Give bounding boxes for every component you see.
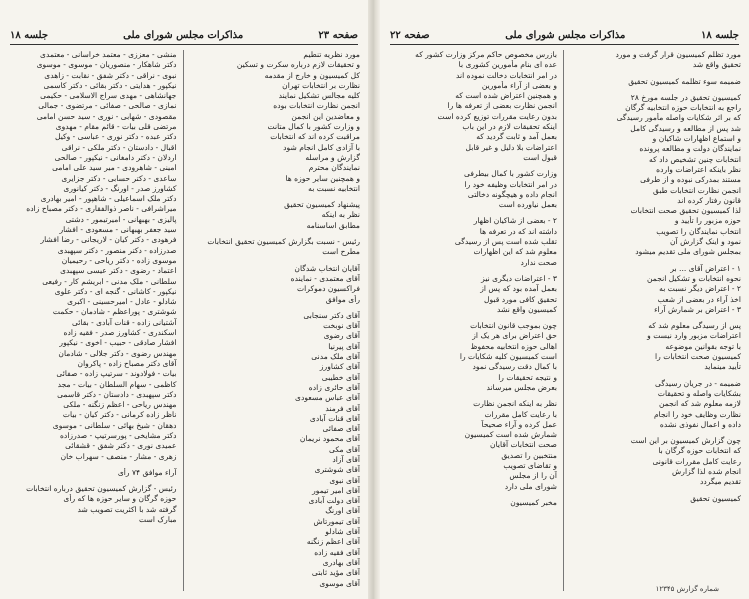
left-session-number: جلسه ۱۸ (10, 29, 49, 41)
text-line: با توجه بقوانین موضوعه (665, 341, 741, 351)
text-line: کل کمیسیون و خارج از مقدمه (264, 70, 360, 80)
right-page-columns (388, 50, 741, 591)
text-line: دکتر مشایخی - پورسرتیپ - صدرزاده (59, 430, 177, 440)
text-line: دکتر شاهکار - منصوریان - موسوی - موسوی (36, 60, 177, 70)
text-line: انجام داده و هیچگونه دخالتی (467, 189, 557, 199)
text-line: بعرض مجلس میرساند (486, 382, 557, 392)
text-line: داشته اند که در تعرفه ها (479, 226, 557, 236)
text-line: نظر به اینکه انجمن نظارت (473, 399, 557, 409)
text-line: آقای اعظم زنگنه (306, 537, 360, 547)
left-page (0, 0, 368, 599)
text-line: و استماع اظهارات شاکیان و (652, 134, 741, 144)
text-line: معلوم شد که این اظهارات (473, 247, 557, 257)
text-line: ضمیمه - در جریان رسیدگی (654, 378, 741, 388)
right-page-title: مذاکرات مجلس شورای ملی (505, 29, 626, 41)
text-line: تحقیق کافی مورد قبول (483, 294, 557, 304)
text-line: نحوه انتخابات و تشکیل انجمن (647, 273, 741, 283)
text-line: آقای پیرنیا (328, 341, 360, 351)
text-line: فرهودی - دکتر کیان - لاریجانی - رضا افشار (40, 235, 177, 245)
text-line: آراء موافق ۷۴ رأی (117, 467, 177, 477)
text-line: نمود و اینک گزارش آن (670, 237, 741, 247)
text-line: ساعدی - دکتر حسابی - دکتر جزایری (61, 173, 177, 183)
text-line: و همچنین اعتراض شده است که (455, 91, 557, 101)
text-line: آقای مکی (328, 444, 360, 454)
text-line: آقای دولت آبادی (308, 496, 360, 506)
text-line: منشی - معززی - معتمد خراسانی - معتمدی (40, 50, 177, 59)
text-line: اردلان - دکتر دامغانی - نیکپور - صالحی (54, 152, 177, 162)
text-line: نظارت وظایف خود را انجام (653, 409, 741, 419)
text-line: شمارش شده است کمیسیون (464, 430, 557, 440)
text-line: آقای صفائی (322, 424, 360, 434)
text-line: لازمه معلوم شد که انجمن (659, 399, 741, 409)
text-line: ۱ - اعتراض آقای ... بر (670, 263, 741, 273)
text-line: و وزارت کشور با کمال متانت (267, 122, 360, 132)
text-line: مهندس ریاحی - اعظم زنگنه - ملکی (63, 400, 177, 410)
text-line: و همچنین سایر حوزه ها (285, 173, 360, 183)
text-line: پالیزی - بهبهانی - امیرتیمور - دشتی (65, 214, 177, 224)
text-line: مطابق اساسنامه (306, 220, 360, 230)
text-line: آقای اورنگ (325, 506, 360, 516)
text-line: است کمیسیون کلیه شکایات را (459, 352, 557, 362)
text-line: ۲ - اعتراض دیگر نسبت به (659, 284, 741, 294)
text-line: مطرح است (322, 247, 360, 257)
text-line: مخبر کمیسیون (510, 497, 557, 507)
left-page-columns (8, 50, 360, 591)
text-line: و بعضی از آراء مأمورین (481, 80, 557, 90)
text-line: صحت انتخابات آقایان (490, 440, 557, 450)
text-line: نیکپور - کاشانی - گنجه ای - دکتر علوی (54, 286, 177, 296)
text-line: مراقبت کرده اند که انتخابات (270, 132, 360, 142)
text-line: نمازی - صالحی - صفائی - مرتضوی - جمالی (38, 101, 177, 111)
text-line: انتخاب نمایندگان را تصویب (656, 226, 741, 236)
text-line: انتخابات چنین تشخیص داد که (649, 154, 741, 164)
text-line: تأیید مینماید (704, 362, 741, 372)
text-line: عده ای بنام مأمورین کشوری با (458, 60, 557, 70)
text-line: آقای فقیه زاده (314, 547, 360, 557)
left-page-right-column (192, 50, 361, 591)
text-line: گزارش و مراسله (305, 152, 360, 162)
text-line: بشکایات واصله و تحقیقات (657, 388, 741, 398)
text-line: که بر اثر شکایات واصله مأمور رسیدگی (616, 113, 741, 123)
text-line: آقای شوشتری (314, 465, 360, 475)
text-line: سید جعفر بهبهانی - مسعودی - افشار (59, 225, 177, 235)
text-line: انجام شده لذا گزارش (672, 466, 741, 476)
text-line: لذا کمیسیون تحقیق صحت انتخابات (630, 206, 741, 216)
text-line: شوشتری - پوراعظم - شادمان - حکمت (52, 307, 177, 317)
text-line: انجمن نظارت انتخابات بوده (273, 101, 360, 111)
text-line: دکتر ملک اسماعیلی - شاهپور - امیر بهادری (40, 194, 177, 204)
text-line: اقبال - دادستان - دکتر ملکی - نراقی (61, 142, 177, 152)
text-line: آقای محمود نریمان (299, 434, 360, 444)
text-line: شادلو - عادل - امیرحسینی - اکبری (67, 297, 177, 307)
text-line: گرفته شد با اکثریت تصویب شد (77, 504, 177, 514)
text-line: نظارت بر انتخابات تهران (282, 80, 360, 90)
right-page-header (390, 26, 739, 45)
text-line: نیکپور - هدایتی - دکتر بقائی - دکتر کاسمی (43, 80, 177, 90)
text-line: پیشنهاد کمیسیون تحقیق (284, 200, 360, 210)
text-line: آقایان انتخاب شدگان (294, 263, 360, 273)
text-line: در امر انتخابات وظیفه خود را (464, 179, 557, 189)
text-line: که انتخابات حوزه گرگان با (658, 446, 741, 456)
text-line: آقای نبوی (329, 475, 360, 485)
text-line: کلیه مجالس تشکیل نمایند (278, 91, 360, 101)
text-line: بازرس مخصوص حاکم مرکز وزارت کشور که (415, 50, 557, 59)
text-line: انجمن نظارت بعضی از تعرفه ها را (447, 101, 557, 111)
text-line: اسکندری - کشاورز صدر - فقیه زاده (63, 328, 177, 338)
text-line: آقای عباس مسعودی (295, 393, 360, 403)
text-line: آقای بهادری (322, 557, 360, 567)
text-line: صدرزاده - دکتر منصور - دکتر سپهبدی (57, 245, 177, 255)
report-number: شماره گزارش ۱۲۳۴۵ (655, 585, 719, 593)
text-line: عمیدی نوری - دکتر شفق - قشقائی (65, 441, 177, 451)
text-line: و معاضدین این انجمن (291, 111, 360, 121)
right-page-left-column (388, 50, 564, 591)
text-line: نمایندگان دولت و مطالعه پرونده (639, 144, 741, 154)
text-line: و تحقیقات لازم درباره سکرت و تسکین (236, 60, 360, 70)
text-line: مورد تظلم کمیسیون قرار گرفت و مورد (615, 50, 741, 59)
text-line: کمیسیون صحت انتخابات را (655, 352, 741, 362)
text-line: آقای معتمدی - نماینده (290, 273, 360, 283)
text-line: با کمال دقت رسیدگی نمود (472, 362, 557, 372)
text-line: منتخبین را تصدیق (501, 450, 557, 460)
text-line: رئیس - گزارش کمیسیون تحقیق درباره انتخابات (26, 484, 177, 494)
text-line: رئیس - نسبت بگزارش کمیسیون تحقیق انتخابات (207, 237, 360, 247)
text-line: آشتیانی زاده - قنات آبادی - بقائی (71, 317, 177, 327)
text-line: آقای نوبخت (323, 321, 360, 331)
right-session-number: جلسه ۱۸ (700, 29, 739, 41)
text-line: کمیسیون تحقیق در جلسه مورخ ۲۸ (630, 92, 741, 102)
text-line: نظر باینکه اعتراضات وارده (656, 164, 741, 174)
text-line: مقصودی - شهابی - نوری - سید حسن امامی (36, 111, 177, 121)
text-line: عمل کرده و آراء صحیحاً (481, 419, 557, 429)
text-line: تقدیم میگردد (699, 477, 741, 487)
text-line: جهانشاهی - مهدی سراج الاسلامی - حکیمی (40, 91, 177, 101)
text-line: اخذ آراء در بعضی از شعب (657, 294, 741, 304)
text-line: نمایندگان محترم (308, 163, 360, 173)
text-line: اعتراضات بلا دلیل و غیر قابل (465, 142, 557, 152)
text-line: آقای مؤید ثابتی (311, 568, 360, 578)
text-line: بعمل آمده بود که پس از (480, 284, 557, 294)
text-line: شورای ملی دارد (504, 481, 557, 491)
text-line: افشار صادقی - حبیب - اخوی - نیکپور (59, 338, 177, 348)
text-line: ۳ - اعتراض بر شمارش آراء (654, 304, 741, 314)
right-page-number: صفحه ۲۲ (390, 29, 430, 41)
text-line: فراکسیون دموکرات (297, 284, 360, 294)
text-line: و تقاضای تصویب (503, 460, 557, 470)
text-line: دهقان - شیخ بهائی - سلطانی - موسوی (52, 420, 177, 430)
text-line: امینی - شاهرودی - میر سید علی امامی (52, 163, 177, 173)
text-line: ۳ - اعتراضات دیگری نیز (481, 273, 557, 283)
text-line: انجمن نظارت انتخابات طبق (653, 185, 741, 195)
text-line: آقای کشاورز (319, 362, 360, 372)
text-line: صحت ندارد (520, 257, 557, 267)
text-line: میراشرافی - ناصر ذوالفقاری - دکتر مصباح زاده (26, 204, 177, 214)
text-line: بدون رعایت مقررات توزیع کرده است (437, 111, 557, 121)
left-page-number: صفحه ۲۳ (318, 29, 358, 41)
text-line: آقای رضوی (323, 331, 360, 341)
text-line: آقای حائری زاده (308, 382, 360, 392)
text-line: نظر به اینکه (321, 210, 360, 220)
text-line: بعمل آمد و ثابت گردید که (476, 132, 557, 142)
text-line: آقای شادلو (325, 527, 360, 537)
text-line: انتخابیه نسبت به (308, 183, 360, 193)
text-line: سلطانی - ملک مدنی - ابریشم کار - رفیعی (42, 276, 177, 286)
text-line: دکتر سپهبدی - دادستان - دکتر قاسمی (57, 389, 177, 399)
text-line: قبول است (523, 152, 557, 162)
text-line: آقای قنات آبادی (309, 413, 360, 423)
left-page-title: مذاکرات مجلس شورای ملی (123, 29, 244, 41)
left-page-left-column (8, 50, 184, 591)
text-line: مستند بمدرکی نبوده و از طرفی (640, 175, 741, 185)
text-line: وزارت کشور با کمال بیطرفی (464, 169, 557, 179)
text-line: آقای ملک مدنی (311, 352, 360, 362)
text-line: بعمل نیاورده است (498, 200, 557, 210)
text-line: مبارک است (139, 515, 177, 525)
text-line: زهری - مشار - منصف - سهراب خان (60, 451, 177, 461)
text-line: چون گزارش کمیسیون بر این است (630, 436, 741, 446)
text-line: آقای دکتر سنجابی (303, 310, 360, 320)
text-line: کمیسیون واقع نشد (496, 304, 557, 314)
text-line: اهالی حوزه انتخابیه محفوظ (470, 341, 557, 351)
text-line: چون بموجب قانون انتخابات (470, 321, 557, 331)
text-line: آقای آزاد (332, 454, 360, 464)
text-line: و نتیجه تحقیقات را (498, 372, 557, 382)
text-line: مهندس رضوی - دکتر جلالی - شادمان (58, 348, 177, 358)
text-line: کمیسیون تحقیق (690, 493, 741, 503)
text-line: رعایت کامل مقررات قانونی (652, 456, 741, 466)
text-line: آقای خطیبی (321, 372, 360, 382)
text-line: آقای تیمورتاش (313, 516, 360, 526)
text-line: اینکه تحقیقات لازم در این باب (462, 122, 557, 132)
text-line: موسوی زاده - دکتر ریاحی - رحیمیان (61, 255, 177, 265)
text-line: ضمیمه سوء تظلمه کمیسیون تحقیق (628, 76, 741, 86)
book-gutter (368, 0, 380, 599)
text-line: بیات - فولادوند - سرتیپ زاده - صفائی (56, 369, 177, 379)
text-line: بمجلس شورای ملی تقدیم میشود (635, 247, 741, 257)
text-line: قانون رفتار کرده اند (677, 195, 741, 205)
text-line: آقای فرمند (325, 403, 360, 413)
text-line: رأی موافق (325, 294, 360, 304)
text-line: در امر انتخابات دخالت نموده اند (456, 70, 557, 80)
right-page (380, 0, 749, 599)
text-line: دکتر عبده - دکتر نوری - عباسی - وکیل (54, 132, 177, 142)
text-line: نبوی - نراقی - دکتر شفق - نقابت - زاهدی (44, 70, 177, 80)
text-line: آقای امیر تیمور (312, 485, 360, 495)
text-line: راجع به انتخابات حوزه انتخابیه گرگان (625, 103, 741, 113)
text-line: شد پس از مطالعه و رسیدگی کامل (630, 123, 741, 133)
text-line: با آزادی کامل انجام شود (283, 142, 360, 152)
text-line: مورد نظریه تنطیم (303, 50, 360, 59)
text-line: با رعایت کامل مقررات (484, 409, 557, 419)
text-line: آقای دکتر مصباح زاده - پاکروان (77, 358, 177, 368)
text-line: داده و اعمال نفوذی نشده (659, 419, 741, 429)
text-line: کشاورز صدر - اورنگ - دکتر کیانوری (63, 183, 177, 193)
left-page-header (10, 26, 358, 45)
text-line: آقای موسوی (319, 578, 360, 588)
text-line: پس از رسیدگی معلوم شد که (648, 321, 741, 331)
text-line: کاظمی - سهام السلطان - بیات - مجد (57, 379, 177, 389)
text-line: ناظر زاده کرمانی - دکتر کیان - بیات (62, 410, 177, 420)
text-line: اعتماد - رضوی - دکتر عیسی سپهبدی (60, 266, 177, 276)
right-page-right-column (572, 50, 741, 591)
text-line: آن را از مجلس (509, 471, 557, 481)
text-line: حق اعتراض برای هر یک از (472, 331, 557, 341)
text-line: حوزه گرگان و سایر حوزه ها که رأی (63, 494, 177, 504)
text-line: ۲ - بعضی از شاکیان اظهار (473, 216, 557, 226)
text-line: تحقیق واقع شد (692, 60, 741, 70)
text-line: تقلب شده است پس از رسیدگی (454, 237, 557, 247)
text-line: مرتضی قلی بیات - قائم مقام - مهدوی (55, 122, 177, 132)
text-line: اعتراضات مزبور وارد نیست و (647, 331, 741, 341)
text-line: حوزه مزبور را تأیید و (674, 216, 741, 226)
